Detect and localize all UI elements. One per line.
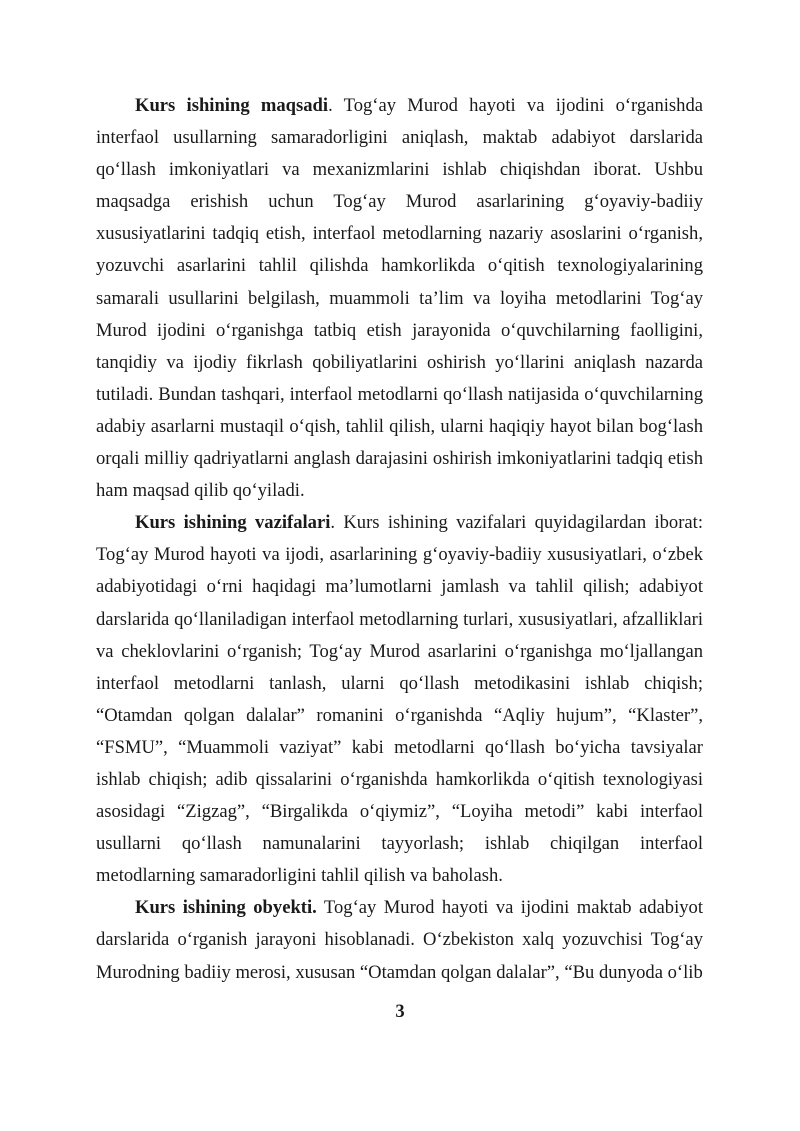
heading-tasks: Kurs ishining vazifalari <box>135 512 331 534</box>
text-tasks: . Kurs ishining vazifalari quyidagilardan iborat: Tog‘ay Murod hayoti va ijodi, asarlarining g‘oyaviy-badiiy xususiyatlari, o‘zbek adabiyotidagi o‘rni haqidagi ma’lumotlarni jamlash va tahlil qilish; adabiyot darslarida qo‘llaniladigan interfaol metodlarning turlari, xususiyatlari, afzalliklari va cheklovlarini o‘rganish; Tog‘ay Murod asarlarini o‘rganishga mo‘ljallangan interfaol metodlarni tanlash, ularni qo‘llash metodikasini ishlab chiqish; “Otamdan qolgan dalalar” romanini o‘rganishda “Aqliy hujum”, “Klaster”, “FSMU”, “Muammoli vaziyat” kabi metodlarni qo‘llash bo‘yicha tavsiyalar ishlab chiqish; adib qissalarini o‘rganishda hamkorlikda o‘qitish texnologiyasi asosidagi “Zigzag”, “Birgalikda o‘qiymiz”, “Loyiha metodi” kabi interfaol usullarni qo‘llash namunalarini tayyorlash; ishlab chiqilgan interfaol metodlarning samaradorligini tahlil qilish va baholash. <box>96 512 703 887</box>
heading-purpose: Kurs ishining maqsadi <box>135 95 329 116</box>
text-purpose: . Tog‘ay Murod hayoti va ijodini o‘rganishda interfaol usullarning samaradorligini aniqlash, maktab adabiyot darslarida qo‘llash imkoniyatlari va mexanizmlarini ishlab chiqishdan iborat. Ushbu maqsadga erishish uchun Tog‘ay Murod asarlarining g‘oyaviy-badiiy xususiyatlarini tadqiq etish, interfaol metodlarning nazariy asoslarini o‘rganish, yozuvchi asarlarini tahlil qilishda hamkorlikda o‘qitish texnologiyalarining samarali usullarini belgilash, muammoli ta’lim va loyiha metodlarini Tog‘ay Murod ijodini o‘rganishga tatbiq etish jarayonida o‘quvchilarning faolligini, tanqidiy va ijodiy fikrlash qobiliyatlarini oshirish yo‘llarini aniqlash nazarda tutiladi. Bundan tashqari, interfaol metodlarni qo‘llash natijasida o‘quvchilarning adabiy asarlarni mustaqil o‘qish, tahlil qilish, ularni haqiqiy hayot bilan bog‘lash orqali milliy qadriyatlarni anglash darajasini oshirish imkoniyatlarini tadqiq etish ham maqsad qilib qo‘yiladi. <box>96 95 704 502</box>
paragraph-object <box>96 892 703 988</box>
document-page <box>96 90 703 989</box>
text-object: Tog‘ay Murod hayoti va ijodini maktab adabiyot darslarida o‘rganish jarayoni hisoblanadi. O‘zbekiston xalq yozuvchisi Tog‘ay Murodning badiiy merosi, xususan “Otamdan qolgan dalalar”, “Bu dunyoda o‘lib <box>96 897 703 983</box>
page-number: 3 <box>395 1001 405 1022</box>
paragraph-tasks <box>96 507 703 892</box>
heading-object: Kurs ishining obyekti. <box>135 897 317 919</box>
paragraph-purpose <box>96 90 703 507</box>
